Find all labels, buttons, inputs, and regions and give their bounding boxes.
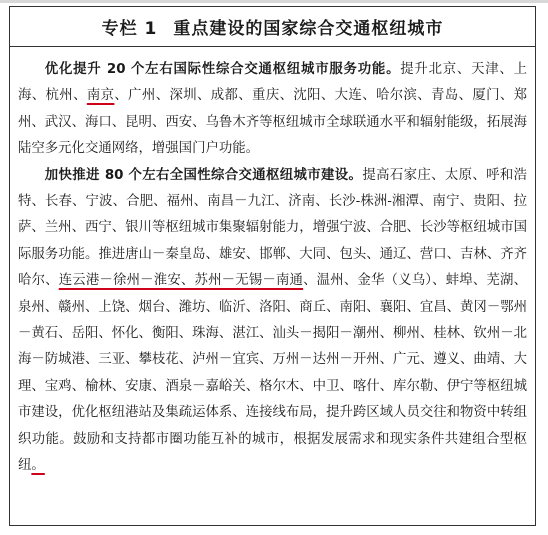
- underlined-text: 南京: [86, 88, 115, 104]
- top-divider: [0, 0, 548, 3]
- underlined-text: 连云港－徐州－淮安、苏州－无锡－南通: [58, 273, 304, 289]
- paragraph-heading: 加快推进 80 个左右全国性综合交通枢纽城市建设。: [44, 167, 363, 183]
- box-title-text: 重点建设的国家综合交通枢纽城市: [173, 19, 444, 39]
- paragraph-text: 提高石家庄、太原、呼和浩特、长春、宁波、合肥、福州、南昌－九江、济南、长沙-株洲-湘潭、南宁、贵阳、拉萨、兰州、西宁、银川等枢纽城市集聚辐射能力，增强宁波、合肥、长沙等枢纽城市国际服务功能。推进唐山－秦皇岛、雄安、邯郸、大同、包头、通辽、营口、吉林、齐齐哈尔、: [18, 167, 527, 289]
- paragraph-heading: 优化提升 20 个左右国际性综合交通枢纽城市服务功能。: [44, 62, 401, 77]
- paragraph-national: [18, 163, 527, 480]
- paragraph-text: 、广州、深圳、成都、重庆、沈阳、大连、哈尔滨、青岛、厦门、郑州、武汉、海口、昆明、西安、乌鲁木齐等枢纽城市全球联通水平和辐射能级，拓展海陆空多元化交通网络，增强国门户功能。: [18, 88, 528, 157]
- box-title-label: 专栏 1: [101, 19, 158, 39]
- box-title: [10, 7, 535, 47]
- box-content: [18, 57, 527, 480]
- column-box: [9, 6, 536, 526]
- paragraph-text: 提升北京、天津、上海、杭州、: [18, 62, 527, 104]
- paragraph-text: 、温州、金华（义乌）、蚌埠、芜湖、泉州、赣州、上饶、烟台、潍坊、临沂、洛阳、商丘、南阳、襄阳、宜昌、黄冈－鄂州－黄石、岳阳、怀化、衡阳、珠海、湛江、汕头－揭阳－潮州、柳州、桂林、钦州－北海－防城港、三亚、攀枝花、泸州－宜宾、万州－达州－开州、广元、遵义、曲靖、大理、宝鸡、榆林、安康、酒泉－嘉峪关、格尔木、中卫、喀什、库尔勒、伊宁等枢纽城市建设，优化枢纽港站及集疏运体系、连接线布局，提升跨区域人员交往和物资中转组织功能。鼓励和支持都市圈功能互补的城市，根据发展需求和现实条件共建组合型枢纽: [18, 273, 527, 474]
- underlined-text: 。: [31, 458, 45, 474]
- paragraph-international: [18, 57, 527, 163]
